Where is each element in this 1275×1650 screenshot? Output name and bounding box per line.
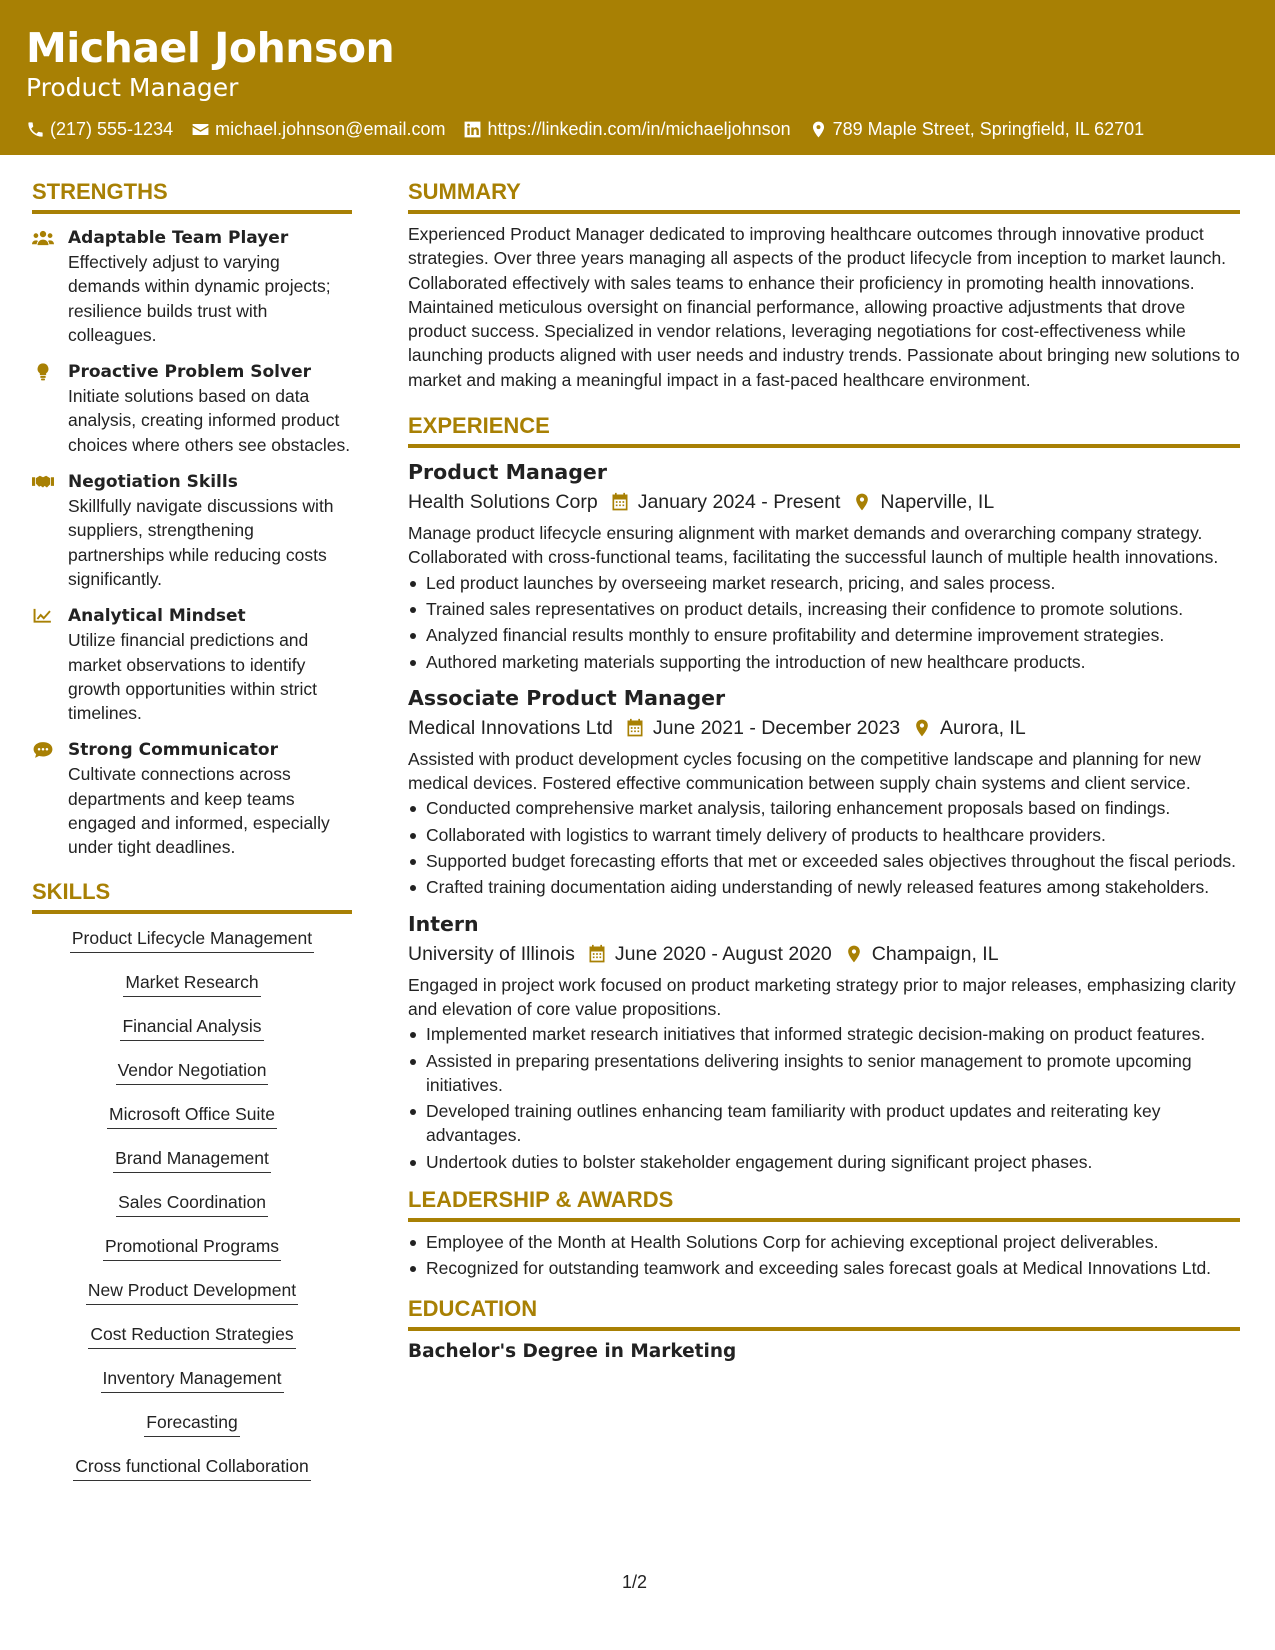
email-text: michael.johnson@email.com: [215, 119, 446, 139]
contact-bar: [26, 118, 1249, 140]
skill-item: Microsoft Office Suite: [107, 1102, 277, 1129]
contact-email[interactable]: [191, 118, 445, 140]
job-description: Manage product lifecycle ensuring alignment with market demands and overarching company strategy. Collaborated with cross-functional teams, facilitating the successful launch of multiple health innovations.: [408, 523, 1219, 568]
job-meta: [408, 939, 1240, 969]
job-bullet: Led product launches by overseeing market research, pricing, and sales process.: [408, 571, 1240, 595]
strength-title: Negotiation Skills: [68, 472, 238, 493]
strength-title: Proactive Problem Solver: [68, 362, 311, 383]
strength-title: Analytical Mindset: [68, 606, 246, 627]
skill-item: Cross functional Collaboration: [73, 1454, 310, 1481]
page-number: 1/2: [622, 1572, 648, 1592]
strengths-heading: STRENGTHS: [32, 178, 352, 214]
strength-title: Adaptable Team Player: [68, 228, 289, 248]
skill-item: Inventory Management: [101, 1366, 284, 1393]
job-bullets: [408, 796, 1240, 899]
job-meta: [408, 713, 1240, 743]
job-bullet: Developed training outlines enhancing team familiarity with product updates and reiterating key advantages.: [408, 1099, 1240, 1148]
education-heading: EDUCATION: [408, 1295, 1240, 1331]
award-item: Employee of the Month at Health Solutions Corp for achieving exceptional project deliverables.: [408, 1230, 1240, 1254]
skill-item: Financial Analysis: [120, 1014, 263, 1041]
contact-linkedin[interactable]: [463, 118, 790, 140]
job-location: Champaign, IL: [871, 942, 999, 965]
job-entry: [408, 909, 1240, 1174]
job-bullet: Collaborated with logistics to warrant timely delivery of products to healthcare providers.: [408, 823, 1240, 847]
job-bullet: Conducted comprehensive market analysis, tailoring enhancement proposals based on findings.: [408, 796, 1240, 820]
comments-icon: [32, 741, 54, 759]
job-bullet: Implemented market research initiatives that informed strategic decision-making on product features.: [408, 1022, 1240, 1046]
job-company: University of Illinois: [408, 942, 575, 965]
strength-item: [32, 604, 352, 725]
job-company: Health Solutions Corp: [408, 491, 598, 514]
skill-item: Product Lifecycle Management: [70, 926, 314, 953]
education-degree: Bachelor's Degree in Marketing: [408, 1340, 737, 1362]
handshake-icon: [32, 473, 54, 491]
awards-list: [408, 1230, 1240, 1281]
job-dates: June 2021 - December 2023: [652, 716, 901, 739]
skill-item: Market Research: [123, 970, 260, 997]
skills-heading: SKILLS: [32, 878, 352, 914]
skill-item: Brand Management: [113, 1146, 271, 1173]
job-bullet: Undertook duties to bolster stakeholder engagement during significant project phases.: [408, 1150, 1240, 1174]
job-title: Associate Product Manager: [408, 685, 726, 710]
strength-desc: Utilize financial predictions and market observations to identify growth opportunities within strict timelines.: [68, 630, 317, 724]
resume-header: [0, 0, 1275, 155]
strength-desc: Cultivate connections across departments and keep teams engaged and informed, especially under tight deadlines.: [68, 764, 330, 858]
job-bullets: [408, 571, 1240, 674]
skill-item: New Product Development: [86, 1278, 298, 1305]
right-column: [408, 178, 1240, 1365]
map-marker-icon: [844, 944, 864, 964]
contact-address: [809, 118, 1145, 140]
job-title: Product Manager: [408, 460, 607, 485]
calendar-icon: [587, 944, 607, 964]
experience-heading: EXPERIENCE: [408, 412, 1240, 448]
job-company: Medical Innovations Ltd: [408, 716, 613, 739]
calendar-icon: [625, 718, 645, 738]
award-item: Recognized for outstanding teamwork and exceeding sales forecast goals at Medical Innovations Ltd.: [408, 1256, 1240, 1280]
users-icon: [32, 229, 54, 247]
map-marker-icon: [912, 718, 932, 738]
candidate-title: Product Manager: [26, 73, 239, 102]
skill-item: Cost Reduction Strategies: [88, 1322, 295, 1349]
linkedin-icon: [463, 120, 482, 139]
address-text: 789 Maple Street, Springfield, IL 62701: [832, 119, 1145, 139]
job-entry: [408, 683, 1240, 900]
skill-item: Vendor Negotiation: [116, 1058, 269, 1085]
linkedin-text: https://linkedin.com/in/michaeljohnson: [487, 119, 791, 139]
job-description: Engaged in project work focused on product marketing strategy prior to major releases, emphasizing clarity and elevation of core value propositions.: [408, 974, 1236, 1019]
job-bullet: Crafted training documentation aiding understanding of newly released features among stakeholders.: [408, 875, 1240, 899]
chart-line-icon: [32, 607, 54, 625]
job-title: Intern: [408, 911, 479, 936]
job-bullet: Supported budget forecasting efforts that met or exceeded sales objectives throughout the fiscal periods.: [408, 849, 1240, 873]
phone-icon: [26, 120, 45, 139]
summary-text: Experienced Product Manager dedicated to improving healthcare outcomes through innovative product strategies. Over three years managing all aspects of the product lifecycle from inception to market launch. Collaborated effectively with sales teams to enhance their proficiency in promoting health innovations. Maintained meticulous oversight on financial performance, allowing proactive adjustments that drove product success. Specialized in vendor relations, leveraging negotiations for cost-effectiveness while launching products aligned with user needs and industry trends. Passionate about bringing new solutions to market and making a meaningful impact in a fast-paced healthcare environment.: [408, 224, 1240, 390]
strength-item: [32, 360, 352, 457]
calendar-icon: [610, 492, 630, 512]
strength-desc: Effectively adjust to varying demands within dynamic projects; resilience builds trust with colleagues.: [68, 252, 331, 345]
candidate-name: Michael Johnson: [26, 24, 395, 72]
strength-desc: Skillfully navigate discussions with suppliers, strengthening partnerships while reducing costs significantly.: [68, 496, 334, 589]
map-marker-icon: [852, 492, 872, 512]
left-column: [32, 178, 352, 1498]
job-bullet: Trained sales representatives on product details, increasing their confidence to promote solutions.: [408, 597, 1240, 621]
job-dates: January 2024 - Present: [637, 491, 841, 514]
job-meta: [408, 487, 1240, 517]
contact-phone[interactable]: [26, 118, 173, 140]
strength-title: Strong Communicator: [68, 740, 278, 761]
skills-list: [32, 926, 352, 1498]
lightbulb-icon: [32, 363, 54, 381]
job-description: Assisted with product development cycles focusing on the competitive landscape and planning for new medical devices. Fostered effective communication between supply chain systems and client service.: [408, 748, 1201, 794]
map-marker-icon: [809, 120, 828, 139]
strength-item: [32, 470, 352, 591]
job-location: Naperville, IL: [880, 491, 995, 514]
summary-heading: SUMMARY: [408, 178, 1240, 214]
envelope-icon: [191, 120, 210, 139]
job-bullet: Assisted in preparing presentations delivering insights to senior management to promote upcoming initiatives.: [408, 1049, 1240, 1098]
job-entry: [408, 457, 1240, 674]
job-bullets: [408, 1022, 1240, 1174]
strength-desc: Initiate solutions based on data analysis, creating informed product choices where others see obstacles.: [68, 386, 351, 455]
job-bullet: Authored marketing materials supporting the introduction of new healthcare products.: [408, 650, 1240, 674]
job-location: Aurora, IL: [940, 716, 1026, 739]
skill-item: Forecasting: [144, 1410, 239, 1437]
skill-item: Promotional Programs: [103, 1234, 281, 1261]
skill-item: Sales Coordination: [116, 1190, 268, 1217]
job-bullet: Analyzed financial results monthly to ensure profitability and determine improvement strategies.: [408, 623, 1240, 647]
awards-heading: LEADERSHIP & AWARDS: [408, 1186, 1240, 1222]
strength-item: [32, 738, 352, 859]
strength-item: [32, 226, 352, 347]
phone-text: (217) 555-1234: [50, 119, 174, 139]
job-dates: June 2020 - August 2020: [614, 942, 832, 965]
